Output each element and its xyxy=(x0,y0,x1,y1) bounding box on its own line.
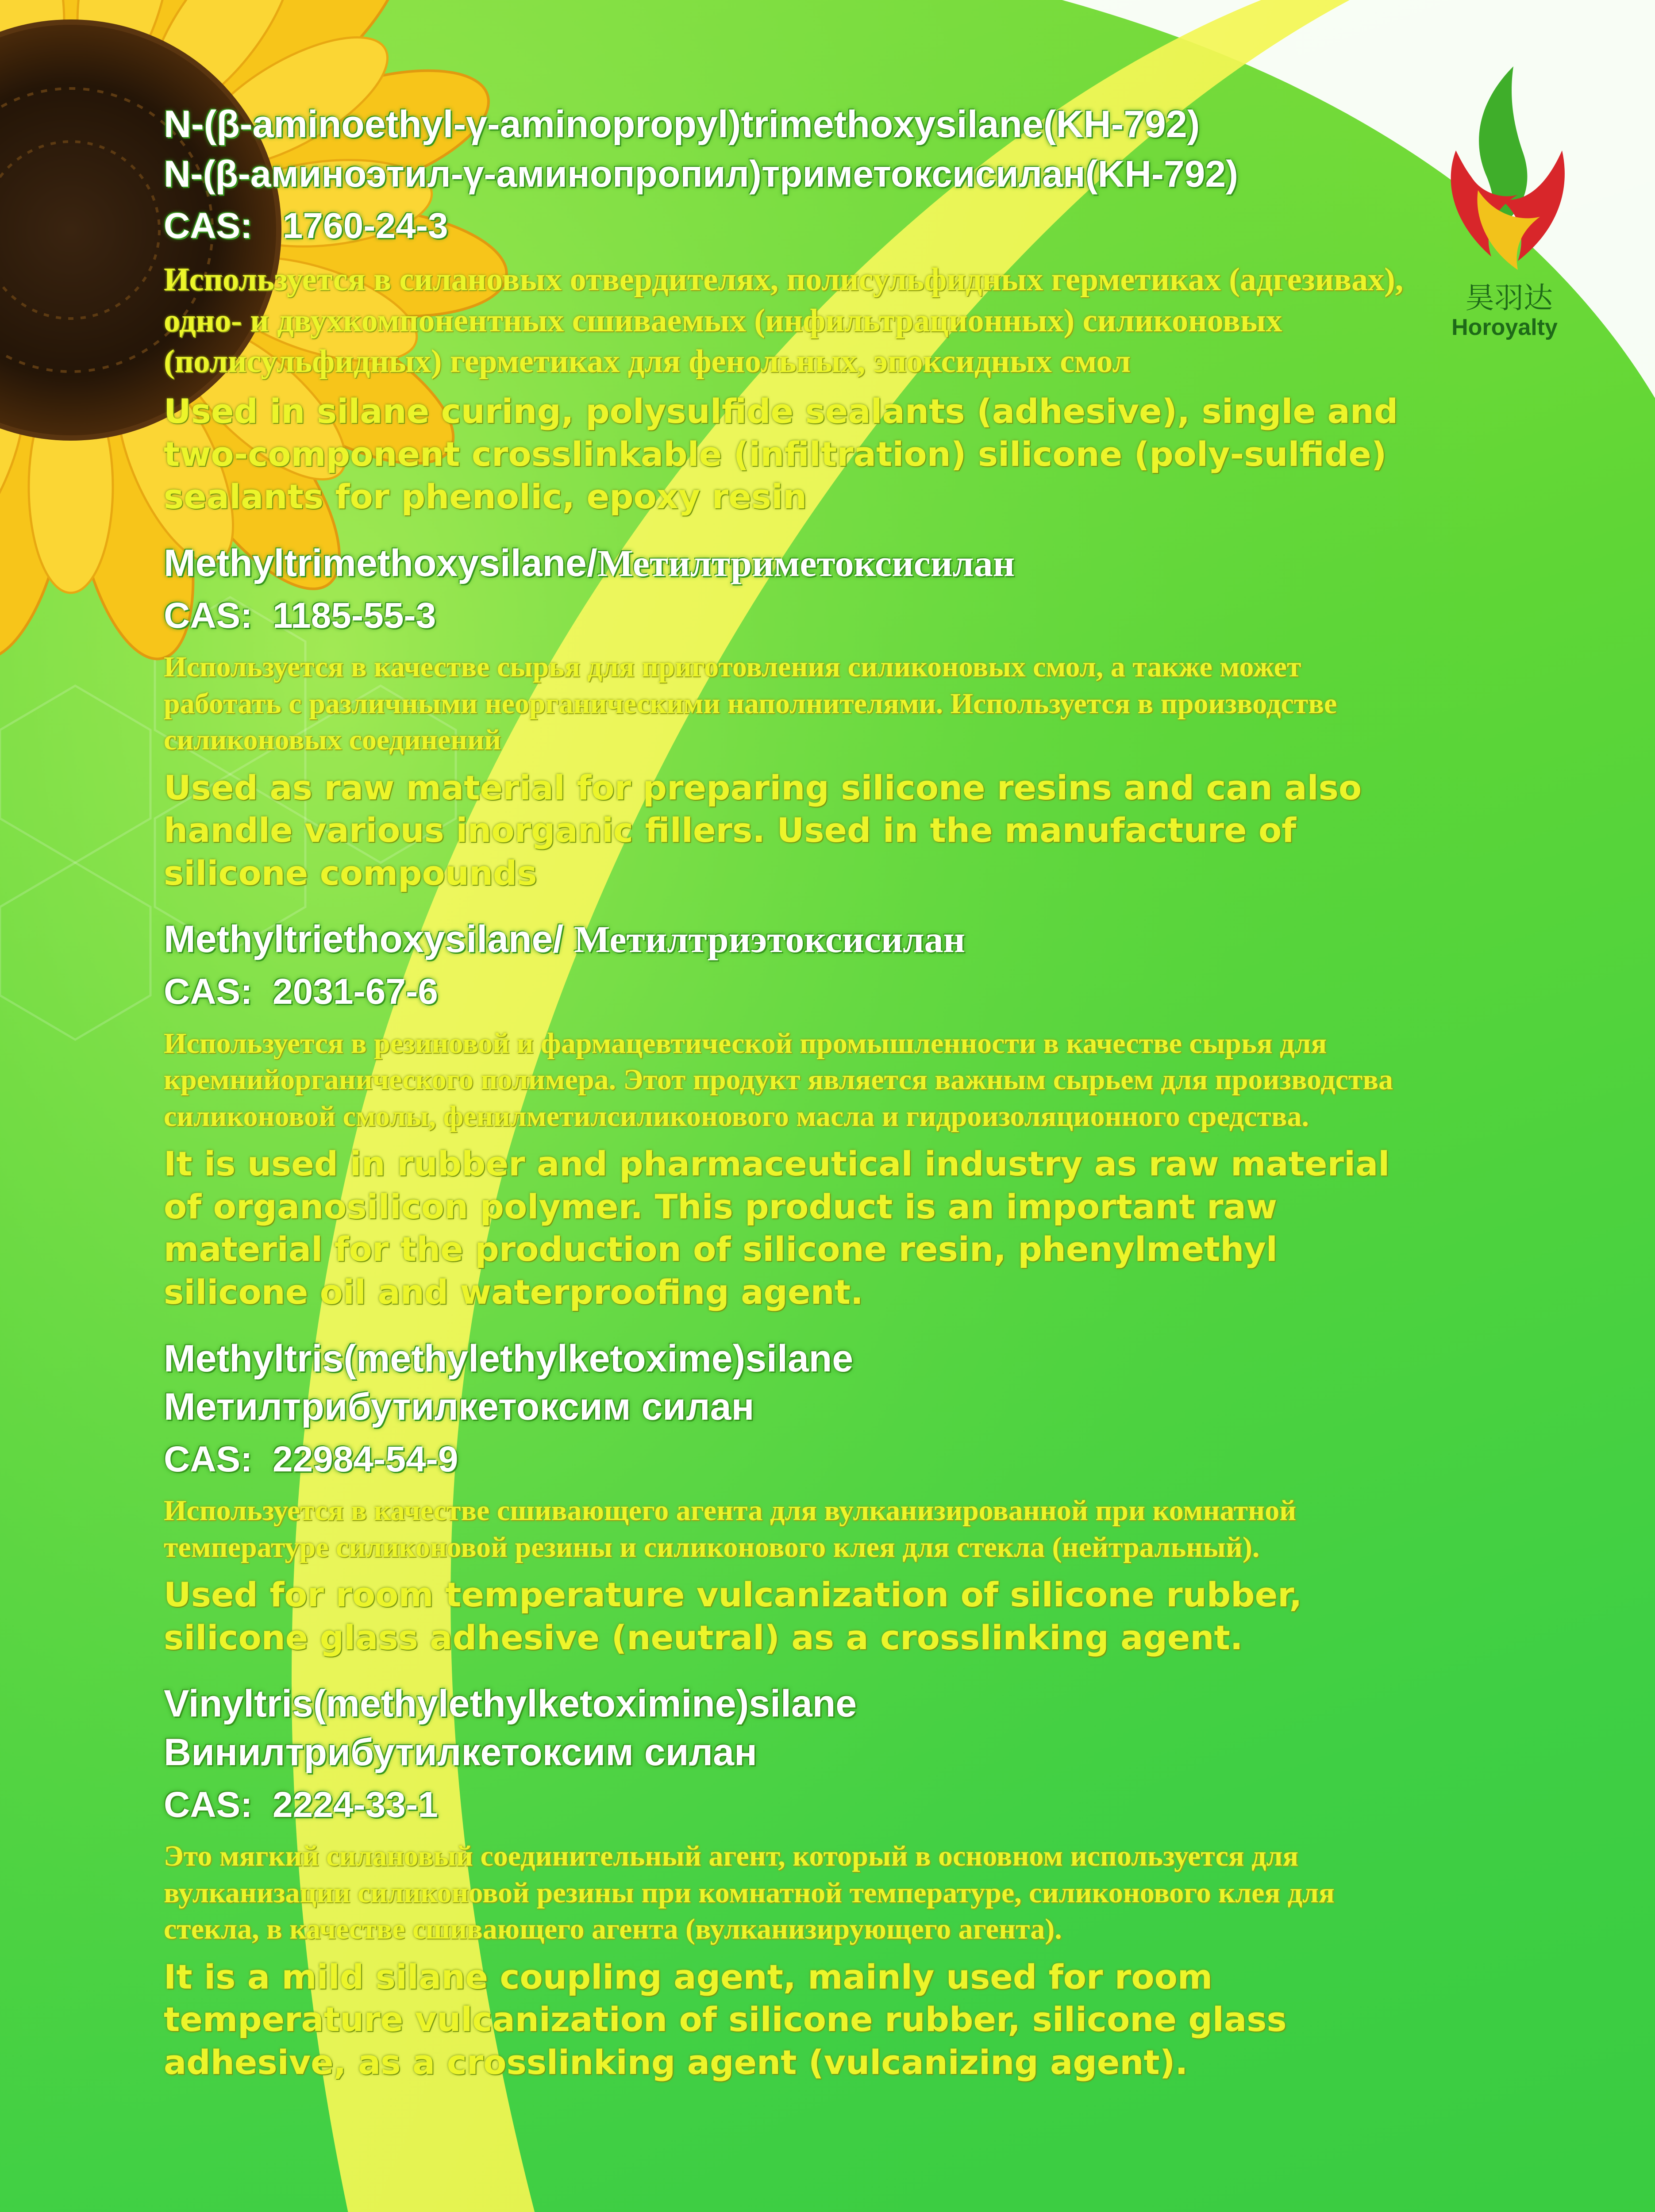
cas-number: 22984-54-9 xyxy=(273,1439,458,1479)
cas-number: 1185-55-3 xyxy=(273,595,436,636)
product-section xyxy=(164,1336,1425,1659)
cas-line xyxy=(164,1437,1425,1482)
cas-label: CAS: xyxy=(164,205,253,246)
product-title-en: Methyltriethoxysilane/ xyxy=(164,918,574,961)
product-section xyxy=(164,541,1425,895)
cas-number: 1760-24-3 xyxy=(282,205,448,246)
brand-logo xyxy=(1429,66,1580,385)
cas-number: 2031-67-6 xyxy=(273,972,438,1012)
product-title-ru: N-(β-аминоэтил-γ-аминопропил)триметоксисилан(KH-792) xyxy=(164,153,1239,195)
product-section xyxy=(164,917,1425,1313)
product-section xyxy=(164,102,1425,518)
product-title-en: Methyltris(methylethylketoxime)silane xyxy=(164,1337,854,1380)
brand-name-chinese: 昊羽达 xyxy=(1465,281,1553,315)
product-title xyxy=(164,541,1425,586)
product-title-en: N-(β-aminoethyl-γ-aminopropyl)trimethoxysilane(KH-792) xyxy=(164,103,1200,146)
cas-label: CAS: xyxy=(164,972,253,1012)
product-section xyxy=(164,1681,1425,2084)
product-title-en: Vinyltris(methylethylketoximine)silane xyxy=(164,1682,857,1725)
description-en: Used as raw material for preparing silicone resins and can also handle various inorganic fillers. Used in the manufacture of silicone compounds xyxy=(164,768,1362,893)
description-en: It is used in rubber and pharmaceutical industry as raw material of organosilicon polymer. This product is an important raw material for the production of silicone resin, phenylmethyl silicone oil and waterproofing agent. xyxy=(164,1144,1390,1312)
cas-label: CAS: xyxy=(164,1784,253,1825)
description-ru: Используется в силановых отвердителях, полисульфидных герметиках (адгезивах), одно- и двухкомпонентных сшиваемых (инфильтрационных) силиконовых (полисульфидных) герметиках для фенольных, эпоксидных смол xyxy=(164,261,1404,380)
cas-label: CAS: xyxy=(164,1439,253,1479)
cas-label: CAS: xyxy=(164,595,253,636)
cas-line xyxy=(164,593,1425,639)
cas-line xyxy=(164,204,1425,249)
description-en: It is a mild silane coupling agent, mainly used for room temperature vulcanization of silicone rubber, silicone glass adhesive, as a crosslinking agent (vulcanizing agent). xyxy=(164,1957,1287,2082)
product-title-ru: Метилтрибутилкетоксим силан xyxy=(164,1385,754,1428)
cas-line xyxy=(164,1782,1425,1828)
product-title-ru: Метилтриметоксисилан xyxy=(597,541,1015,584)
description-ru: Используется в качестве сырья для приготовления силиконовых смол, а также может работать с различными неорганическими наполнителями. Используется в производстве силиконовых соединений xyxy=(164,651,1337,757)
description-en: Used for room temperature vulcanization of silicone rubber, silicone glass adhesive (neutral) as a crosslinking agent. xyxy=(164,1575,1302,1657)
cas-number: 2224-33-1 xyxy=(273,1784,438,1825)
description-en: Used in silane curing, polysulfide sealants (adhesive), single and two-component crosslinkable (infiltration) silicone (poly-sulfide) sealants for phenolic, epoxy resin xyxy=(164,391,1398,517)
brand-name-english: Horoyalty xyxy=(1451,315,1558,340)
product-title-ru: Винилтрибутилкетоксим силан xyxy=(164,1731,757,1774)
description-ru: Используется в резиновой и фармацевтической промышленности в качестве сырья для кремнийорганического полимера. Этот продукт является важным сырьем для производства силиконовой смолы, фенилметилсиликонового масла и гидроизоляционного средства. xyxy=(164,1027,1393,1133)
product-title-en: Methyltrimethoxysilane/ xyxy=(164,541,597,584)
product-list xyxy=(164,102,1425,2084)
flame-logo-icon xyxy=(1429,66,1580,279)
description-ru: Это мягкий силановый соединительный агент, который в основном используется для вулканизации силиконовой резины при комнатной температуре, силиконового клея для стекла, в качестве сшивающего агента (вулканизирующего агента). xyxy=(164,1840,1335,1946)
product-title-ru: Метилтриэтоксисилан xyxy=(574,918,966,961)
product-title xyxy=(164,917,1425,962)
cas-line xyxy=(164,969,1425,1015)
description-ru: Используется в качестве сшивающего агента для вулканизированной при комнатной температуре силиконовой резины и силиконового клея для стекла (нейтральный). xyxy=(164,1494,1297,1563)
